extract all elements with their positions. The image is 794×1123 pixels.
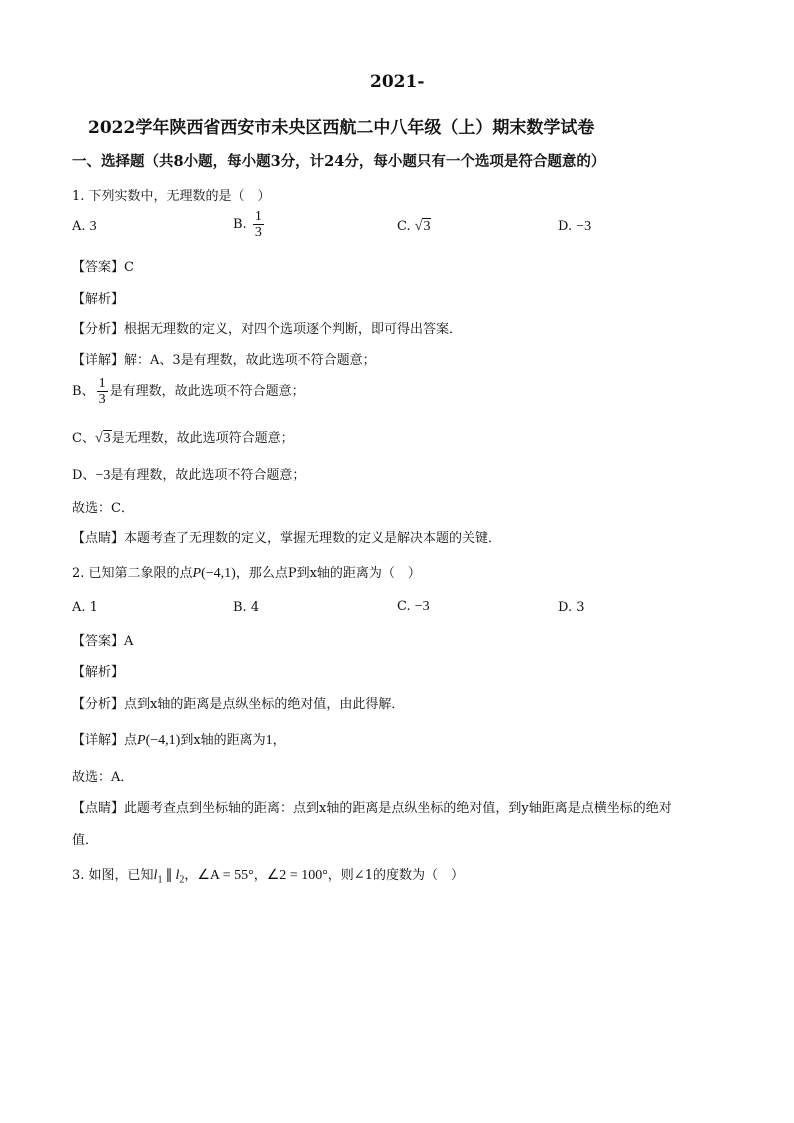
fraction: $\frac{1}{3}$ [254,209,262,240]
q1-line-c: C、√3是无理数，故此选项符合题意； [72,431,294,446]
q2-dianjing: 【点睛】此题考查点到坐标轴的距离：点到x轴的距离是点纵坐标的绝对值，到y轴距离是点横坐标的绝对 [72,801,672,816]
q2-dianjing-cont: 值． [72,833,99,848]
section-heading: 一、选择题（共8小题，每小题3分，计24分，每小题只有一个选项是符合题意的） [72,153,606,170]
q1-dianjing: 【点睛】本题考查了无理数的定义，掌握无理数的定义是解决本题的关键． [72,531,502,546]
q2-option-a: A. 1 [72,600,98,615]
q2-option-c: C. −3 [397,599,430,614]
q2-analysis-tag: 【解析】 [72,665,125,680]
q2-option-b: B. 4 [233,600,260,615]
q3-stem: 3. 如图，已知$l_1$ ∥ $l_2$，∠A = 55°，∠2 = 100°，则∠1的度数为（ ） [72,868,464,886]
q1-option-c: C. √3 [397,219,431,234]
q1-stem: 1. 下列实数中，无理数的是（ ） [72,189,271,204]
q1-option-a: A. 3 [72,219,97,234]
sqrt: √3 [414,219,431,234]
q2-option-d: D. 3 [558,600,585,615]
title-line2: 2022学年陕西省西安市未央区西航二中八年级（上）期末数学试卷 [88,118,595,138]
q1-option-d: D. −3 [558,219,592,234]
q1-fenxi: 【分析】根据无理数的定义，对四个选项逐个判断，即可得出答案． [72,322,463,337]
q1-choose: 故选：C． [72,501,134,516]
q2-fenxi: 【分析】点到x轴的距离是点纵坐标的绝对值，由此得解． [72,697,405,712]
q2-stem: 2. 已知第二象限的点P(−4,1)，那么点P到x轴的距离为（ ） [72,566,421,581]
fraction: $\frac{1}{3}$ [98,376,106,407]
q1-xiangjie: 【详解】解：A、3是有理数，故此选项不符合题意； [72,353,376,368]
q1-analysis-tag: 【解析】 [72,292,125,307]
q1-line-d: D、−3是有理数，故此选项不符合题意； [72,468,306,483]
q1-answer: 【答案】C [72,260,134,275]
q2-choose: 故选：A． [72,770,134,785]
q2-answer: 【答案】A [72,634,134,649]
title-line1: 2021- [370,72,425,92]
q1-option-b: B. $\frac{1}{3}$ [233,209,262,240]
sqrt: √3 [94,431,111,446]
q1-line-b: B、 $\frac{1}{3}$ 是有理数，故此选项不符合题意； [72,376,305,407]
q2-xiangjie: 【详解】点P(−4,1)到x轴的距离为1， [72,733,286,748]
